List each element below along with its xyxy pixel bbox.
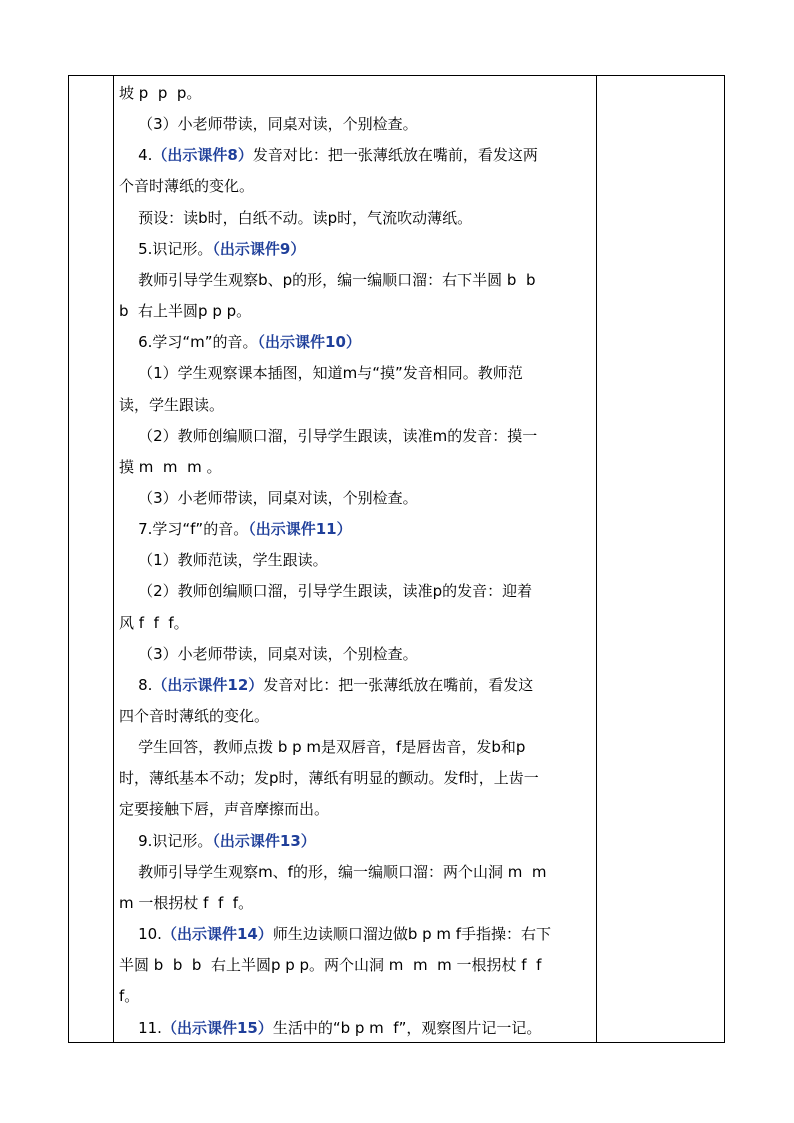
text-segment: m 一根拐杖 f f f。 [119, 893, 254, 912]
text-segment: 风 f f f。 [119, 613, 189, 632]
text-segment: 6.学习“m”的音。 [119, 333, 258, 352]
text-segment: 10. [119, 925, 162, 944]
text-line [119, 109, 590, 140]
text-segment: 定要接触下唇，声音摩擦而出。 [119, 800, 330, 819]
text-segment: 个音时薄纸的变化。 [119, 177, 255, 196]
text-line [119, 794, 590, 825]
text-line [119, 171, 590, 202]
text-line [119, 421, 590, 452]
text-segment: 发音对比：把一张薄纸放在嘴前，看发这 [263, 675, 534, 694]
text-segment: 读，学生跟读。 [119, 395, 225, 414]
courseware-reference: （出示课件12） [152, 675, 264, 694]
courseware-reference: （出示课件14） [161, 925, 273, 944]
text-line [119, 981, 590, 1012]
text-segment: （3）小老师带读，同桌对读，个别检查。 [119, 115, 418, 134]
table-column-divider-right [596, 76, 597, 1042]
text-line [119, 483, 590, 514]
text-line [119, 763, 590, 794]
text-segment: b 右上半圆p p p。 [119, 302, 252, 321]
text-line [119, 732, 590, 763]
text-line [119, 608, 590, 639]
text-line [119, 1013, 590, 1044]
text-segment: 5.识记形。 [119, 239, 213, 258]
text-segment: 教师引导学生观察m、f的形，编一编顺口溜：两个山洞 m m [119, 862, 547, 881]
text-segment: 四个音时薄纸的变化。 [119, 707, 270, 725]
text-line [119, 327, 590, 358]
text-line [119, 919, 590, 950]
text-segment: （1）教师范读，学生跟读。 [119, 551, 328, 570]
text-line [119, 576, 590, 607]
text-line [119, 78, 590, 109]
text-line [119, 670, 590, 701]
text-segment: 摸 m m m 。 [119, 457, 222, 476]
text-segment: 半圆 b b b 右上半圆p p p。两个山洞 m m m 一根拐杖 f f [119, 956, 542, 975]
text-line [119, 390, 590, 421]
text-segment: 生活中的“b p m f”，观察图片记一记。 [272, 1018, 542, 1037]
text-line [119, 203, 590, 234]
text-line [119, 826, 590, 857]
courseware-reference: （出示课件10） [257, 333, 361, 352]
text-line [119, 234, 590, 265]
text-line [119, 857, 590, 888]
text-line [119, 358, 590, 389]
text-segment: 8. [119, 675, 153, 694]
text-line [119, 514, 590, 545]
text-segment: 学生回答，教师点拨 b p m是双唇音，f是唇齿音，发b和p [119, 738, 526, 757]
text-segment: 师生边读顺口溜边做b p m f手指操：右下 [272, 925, 552, 944]
text-segment: 预设：读b时，白纸不动。读p时，气流吹动薄纸。 [119, 208, 473, 227]
text-segment: 教师引导学生观察b、p的形，编一编顺口溜：右下半圆 b b [119, 270, 536, 289]
text-line [119, 545, 590, 576]
text-segment: f。 [119, 987, 140, 1006]
text-line [119, 950, 590, 981]
text-line [119, 296, 590, 327]
text-segment: 发音对比：把一张薄纸放在嘴前，看发这两 [252, 146, 538, 165]
courseware-reference: （出示课件15） [161, 1018, 273, 1037]
text-line [119, 639, 590, 670]
text-segment: （2）教师创编顺口溜，引导学生跟读，读准p的发音：迎着 [119, 582, 533, 601]
text-line [119, 452, 590, 483]
text-segment: 4. [119, 146, 153, 165]
text-line [119, 701, 590, 732]
text-segment: （2）教师创编顺口溜，引导学生跟读，读准m的发音：摸一 [119, 426, 538, 445]
text-segment: （3）小老师带读，同桌对读，个别检查。 [119, 644, 418, 663]
text-line [119, 265, 590, 296]
text-segment: （1）学生观察课本插图，知道m与“摸”发音相同。教师范 [119, 364, 523, 383]
table-column-divider-left [113, 76, 114, 1042]
courseware-reference: （出示课件8） [152, 146, 253, 165]
text-segment: 7.学习“f”的音。 [119, 520, 249, 539]
text-segment: 坡 p p p。 [119, 84, 202, 102]
courseware-reference: （出示课件13） [212, 831, 316, 850]
courseware-reference: （出示课件11） [248, 520, 352, 539]
text-segment: （3）小老师带读，同桌对读，个别检查。 [119, 488, 418, 507]
text-segment: 9.识记形。 [119, 831, 213, 850]
text-segment: 时，薄纸基本不动；发p时，薄纸有明显的颤动。发f时，上齿一 [119, 769, 539, 788]
text-segment: 11. [119, 1018, 162, 1037]
text-line [119, 140, 590, 171]
courseware-reference: （出示课件9） [212, 239, 306, 258]
text-line [119, 888, 590, 919]
